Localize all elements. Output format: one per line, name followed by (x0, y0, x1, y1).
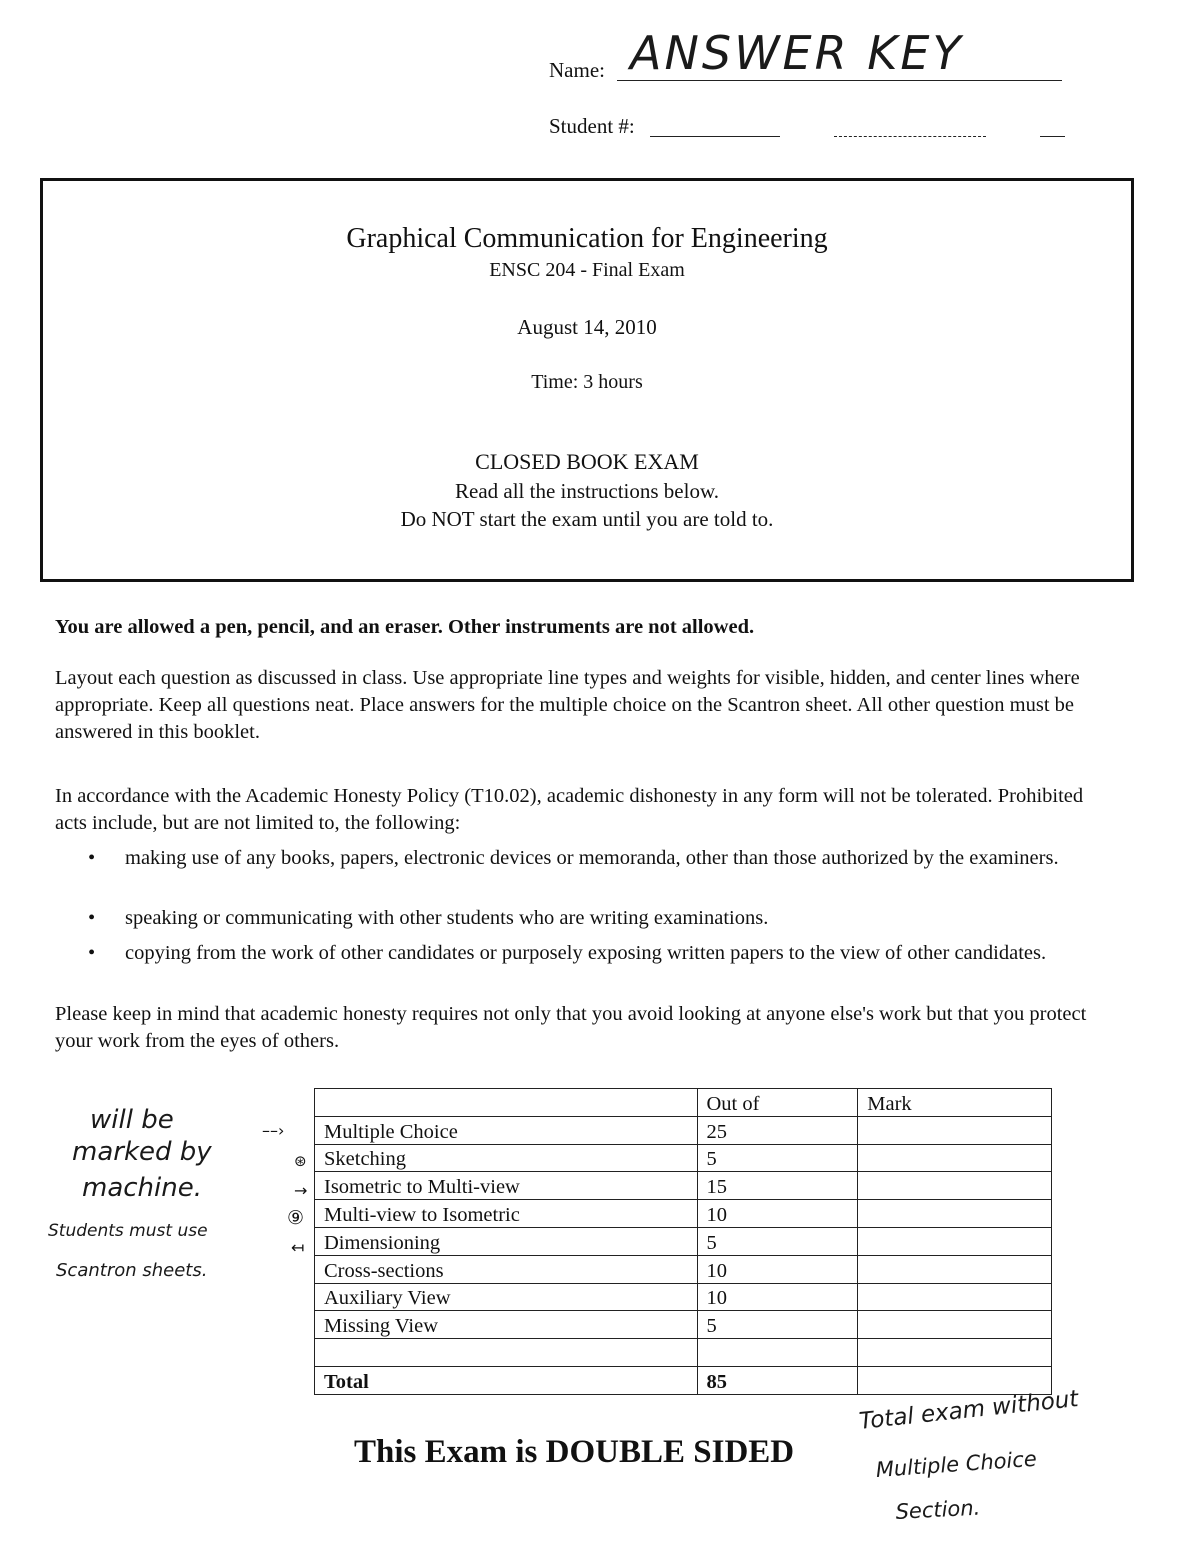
handwritten-circle-marker-icon: ⊛ (294, 1152, 307, 1170)
total-row (315, 1366, 1052, 1394)
section-name: Multi-view to Isometric (315, 1200, 698, 1228)
mark-cell[interactable] (858, 1227, 1052, 1255)
bullet-icon: • (88, 942, 96, 964)
table-row (315, 1227, 1052, 1255)
course-code: ENSC 204 - Final Exam (489, 259, 685, 281)
mark-cell[interactable] (858, 1144, 1052, 1172)
header-cell (315, 1089, 698, 1117)
section-name: Dimensioning (315, 1227, 698, 1255)
handwritten-arrow-icon: ↤ (291, 1238, 305, 1257)
table-row (315, 1144, 1052, 1172)
section-name: Multiple Choice (315, 1116, 698, 1144)
mark-cell[interactable] (858, 1339, 1052, 1367)
out-of-value (697, 1339, 858, 1367)
total-out-of: 85 (697, 1366, 858, 1394)
handwritten-note-line: marked by (72, 1137, 212, 1167)
do-not-start-notice: Do NOT start the exam until you are told to. (400, 507, 774, 531)
handwritten-arrow-icon: ––› (262, 1121, 285, 1140)
bullet-icon: • (88, 847, 96, 869)
total-mark-cell[interactable] (858, 1366, 1052, 1394)
table-row (315, 1172, 1052, 1200)
section-name: Isometric to Multi-view (315, 1172, 698, 1200)
mark-cell[interactable] (858, 1200, 1052, 1228)
table-row (315, 1116, 1052, 1144)
bullet-text: copying from the work of other candidates or purposely exposing written papers to the view of other candidates. (125, 942, 1047, 964)
handwritten-note-line: Section. (895, 1495, 981, 1524)
exam-date: August 14, 2010 (517, 315, 657, 339)
name-label: Name: (549, 58, 605, 82)
exam-time: Time: 3 hours (531, 371, 643, 393)
double-sided-notice: This Exam is DOUBLE SIDED (354, 1434, 795, 1470)
table-row (315, 1283, 1052, 1311)
layout-instructions: Layout each question as discussed in class. Use appropriate line types and weights for visible, hidden, and center lines where appropriate. Keep all questions neat. Place answers for the multiple choice on the Scantron sheet. All other question must be answered in this booklet. (55, 667, 1080, 743)
section-name (315, 1339, 698, 1367)
out-of-value: 5 (697, 1227, 858, 1255)
honesty-reminder: Please keep in mind that academic honesty requires not only that you avoid looking at anyone else's work but that you protect your work from the eyes of others. (55, 1003, 1087, 1052)
honesty-intro: In accordance with the Academic Honesty Policy (T10.02), academic dishonesty in any form will not be tolerated. Prohibited acts include, but are not limited to, the following: (55, 785, 1084, 834)
out-of-value: 10 (697, 1283, 858, 1311)
closed-book-notice: CLOSED BOOK EXAM (475, 449, 699, 474)
table-row (315, 1311, 1052, 1339)
bullet-text: making use of any books, papers, electronic devices or memoranda, other than those authorized by the examiners. (125, 847, 1059, 869)
out-of-value: 25 (697, 1116, 858, 1144)
mark-cell[interactable] (858, 1172, 1052, 1200)
handwritten-note-line: Total exam without (857, 1385, 1080, 1435)
handwritten-note-line: machine. (82, 1173, 202, 1203)
handwritten-arrow-icon: → (294, 1181, 308, 1200)
mark-cell[interactable] (858, 1255, 1052, 1283)
section-name: Cross-sections (315, 1255, 698, 1283)
bullet-text: speaking or communicating with other students who are writing examinations. (125, 907, 769, 929)
out-of-value: 10 (697, 1200, 858, 1228)
out-of-value: 5 (697, 1144, 858, 1172)
student-number-underline-3 (1040, 136, 1065, 137)
table-header-row (315, 1089, 1052, 1117)
header-cell: Mark (858, 1089, 1052, 1117)
out-of-value: 5 (697, 1311, 858, 1339)
handwritten-note-line: will be (90, 1105, 174, 1135)
name-value: ANSWER KEY (630, 26, 964, 80)
section-name: Missing View (315, 1311, 698, 1339)
handwritten-note-line: Scantron sheets. (56, 1260, 208, 1281)
read-instructions-notice: Read all the instructions below. (455, 479, 719, 503)
handwritten-circle-marker-icon: ⑨ (287, 1207, 305, 1229)
section-name: Sketching (315, 1144, 698, 1172)
out-of-value: 10 (697, 1255, 858, 1283)
table-row (315, 1200, 1052, 1228)
student-number-underline-2 (834, 136, 986, 137)
handwritten-note-line: Multiple Choice (875, 1446, 1038, 1482)
header-cell: Out of (697, 1089, 858, 1117)
out-of-value: 15 (697, 1172, 858, 1200)
handwritten-note-line: Students must use (48, 1221, 208, 1241)
student-number-label: Student #: (549, 114, 635, 138)
mark-cell[interactable] (858, 1283, 1052, 1311)
marks-table (314, 1088, 1052, 1395)
section-name: Auxiliary View (315, 1283, 698, 1311)
name-underline (617, 80, 1062, 81)
table-row-empty (315, 1339, 1052, 1367)
exam-title-box (40, 178, 1134, 582)
table-row (315, 1255, 1052, 1283)
total-label: Total (315, 1366, 698, 1394)
student-number-underline-1 (650, 136, 780, 137)
mark-cell[interactable] (858, 1116, 1052, 1144)
bullet-icon: • (88, 907, 96, 929)
allowed-instruments: You are allowed a pen, pencil, and an eraser. Other instruments are not allowed. (55, 616, 755, 638)
mark-cell[interactable] (858, 1311, 1052, 1339)
course-title: Graphical Communication for Engineering (346, 223, 828, 254)
